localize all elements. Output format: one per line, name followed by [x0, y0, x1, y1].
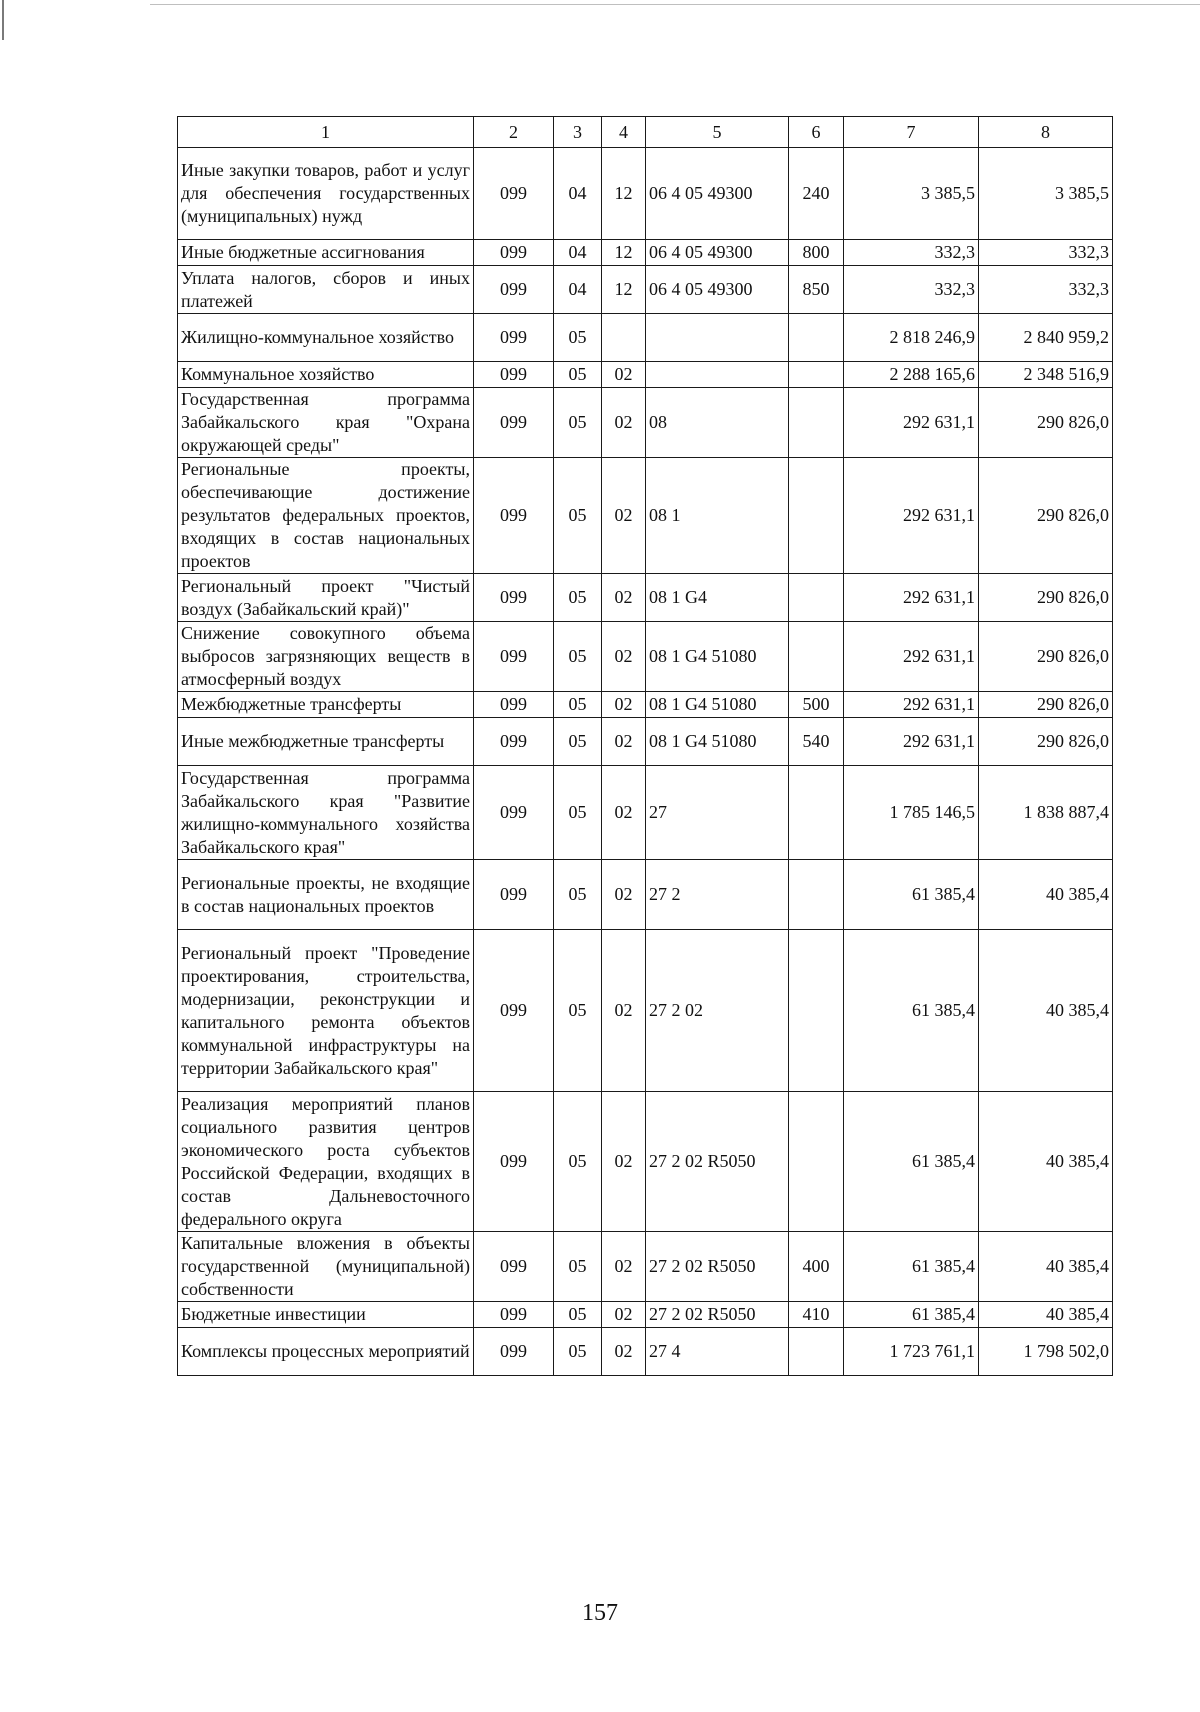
row-name: Региональные проекты, не входящие в состав национальных проектов — [178, 860, 474, 930]
ministry-code: 099 — [474, 692, 554, 718]
ministry-code: 099 — [474, 766, 554, 860]
table-row — [178, 1302, 1113, 1328]
target-article-code: 06 4 05 49300 — [646, 266, 789, 314]
amount-year-1: 292 631,1 — [844, 622, 979, 692]
amount-year-1: 332,3 — [844, 266, 979, 314]
target-article-code: 06 4 05 49300 — [646, 240, 789, 266]
subsection-code: 12 — [602, 266, 646, 314]
top-rule — [150, 4, 1200, 5]
subsection-code: 02 — [602, 930, 646, 1092]
ministry-code: 099 — [474, 574, 554, 622]
table-header-row — [178, 117, 1113, 148]
subsection-code: 02 — [602, 622, 646, 692]
ministry-code: 099 — [474, 314, 554, 362]
amount-year-1: 332,3 — [844, 240, 979, 266]
amount-year-1: 292 631,1 — [844, 718, 979, 766]
subsection-code: 02 — [602, 458, 646, 574]
amount-year-1: 1 785 146,5 — [844, 766, 979, 860]
target-article-code — [646, 314, 789, 362]
amount-year-2: 290 826,0 — [979, 692, 1113, 718]
expense-type-code — [789, 574, 844, 622]
amount-year-1: 61 385,4 — [844, 860, 979, 930]
section-code: 05 — [554, 766, 602, 860]
expense-type-code — [789, 622, 844, 692]
row-name: Капитальные вложения в объекты государственной (муниципальной) собственности — [178, 1232, 474, 1302]
amount-year-2: 290 826,0 — [979, 458, 1113, 574]
ministry-code: 099 — [474, 458, 554, 574]
table-row — [178, 458, 1113, 574]
ministry-code: 099 — [474, 388, 554, 458]
subsection-code: 02 — [602, 692, 646, 718]
amount-year-2: 40 385,4 — [979, 1302, 1113, 1328]
section-code: 05 — [554, 692, 602, 718]
section-code: 05 — [554, 718, 602, 766]
amount-year-2: 332,3 — [979, 240, 1113, 266]
amount-year-1: 2 288 165,6 — [844, 362, 979, 388]
ministry-code: 099 — [474, 1092, 554, 1232]
subsection-code: 02 — [602, 766, 646, 860]
page-number: 157 — [582, 1600, 618, 1626]
scan-edge — [2, 0, 4, 40]
section-code: 04 — [554, 148, 602, 240]
subsection-code: 02 — [602, 860, 646, 930]
target-article-code: 08 1 G4 51080 — [646, 622, 789, 692]
amount-year-1: 292 631,1 — [844, 574, 979, 622]
amount-year-1: 61 385,4 — [844, 1092, 979, 1232]
section-code: 05 — [554, 574, 602, 622]
ministry-code: 099 — [474, 240, 554, 266]
expense-type-code: 500 — [789, 692, 844, 718]
section-code: 05 — [554, 314, 602, 362]
ministry-code: 099 — [474, 622, 554, 692]
table-row — [178, 1328, 1113, 1376]
column-header: 1 — [178, 117, 474, 148]
subsection-code: 02 — [602, 1328, 646, 1376]
amount-year-1: 1 723 761,1 — [844, 1328, 979, 1376]
section-code: 05 — [554, 362, 602, 388]
target-article-code: 27 2 02 R5050 — [646, 1092, 789, 1232]
row-name: Государственная программа Забайкальского края "Развитие жилищно-коммунального хозяйства Забайкальского края" — [178, 766, 474, 860]
target-article-code: 08 1 G4 51080 — [646, 692, 789, 718]
amount-year-2: 2 840 959,2 — [979, 314, 1113, 362]
target-article-code — [646, 362, 789, 388]
amount-year-2: 40 385,4 — [979, 1232, 1113, 1302]
table-row — [178, 148, 1113, 240]
expense-type-code: 240 — [789, 148, 844, 240]
row-name: Жилищно-коммунальное хозяйство — [178, 314, 474, 362]
section-code: 05 — [554, 1328, 602, 1376]
table-row — [178, 574, 1113, 622]
expense-type-code: 540 — [789, 718, 844, 766]
row-name: Бюджетные инвестиции — [178, 1302, 474, 1328]
expense-type-code — [789, 930, 844, 1092]
row-name: Региональный проект "Чистый воздух (Забайкальский край)" — [178, 574, 474, 622]
section-code: 05 — [554, 622, 602, 692]
amount-year-2: 290 826,0 — [979, 574, 1113, 622]
subsection-code: 02 — [602, 362, 646, 388]
row-name: Региональный проект "Проведение проектирования, строительства, модернизации, реконструкции и капитального ремонта объектов коммунальной инфраструктуры на территории Забайкальского края" — [178, 930, 474, 1092]
section-code: 05 — [554, 1232, 602, 1302]
table-row — [178, 314, 1113, 362]
section-code: 04 — [554, 266, 602, 314]
target-article-code: 08 — [646, 388, 789, 458]
ministry-code: 099 — [474, 362, 554, 388]
amount-year-1: 3 385,5 — [844, 148, 979, 240]
section-code: 05 — [554, 1302, 602, 1328]
table-row — [178, 1232, 1113, 1302]
subsection-code: 02 — [602, 388, 646, 458]
amount-year-2: 290 826,0 — [979, 388, 1113, 458]
table-row — [178, 362, 1113, 388]
target-article-code: 06 4 05 49300 — [646, 148, 789, 240]
column-header: 4 — [602, 117, 646, 148]
row-name: Иные межбюджетные трансферты — [178, 718, 474, 766]
column-header: 7 — [844, 117, 979, 148]
ministry-code: 099 — [474, 148, 554, 240]
expense-type-code — [789, 1092, 844, 1232]
amount-year-2: 1 838 887,4 — [979, 766, 1113, 860]
row-name: Государственная программа Забайкальского края "Охрана окружающей среды" — [178, 388, 474, 458]
target-article-code: 27 2 02 — [646, 930, 789, 1092]
expense-type-code: 800 — [789, 240, 844, 266]
ministry-code: 099 — [474, 930, 554, 1092]
table-row — [178, 692, 1113, 718]
amount-year-1: 61 385,4 — [844, 1302, 979, 1328]
budget-table — [177, 116, 1113, 1376]
target-article-code: 27 2 02 R5050 — [646, 1232, 789, 1302]
target-article-code: 27 2 — [646, 860, 789, 930]
expense-type-code: 410 — [789, 1302, 844, 1328]
ministry-code: 099 — [474, 1328, 554, 1376]
row-name: Реализация мероприятий планов социального развития центров экономического роста субъектов Российской Федерации, входящих в состав Дальневосточного федерального округа — [178, 1092, 474, 1232]
amount-year-2: 3 385,5 — [979, 148, 1113, 240]
subsection-code: 02 — [602, 1092, 646, 1232]
ministry-code: 099 — [474, 266, 554, 314]
ministry-code: 099 — [474, 718, 554, 766]
table-row — [178, 718, 1113, 766]
target-article-code: 08 1 — [646, 458, 789, 574]
subsection-code: 12 — [602, 148, 646, 240]
target-article-code: 27 2 02 R5050 — [646, 1302, 789, 1328]
subsection-code: 02 — [602, 574, 646, 622]
section-code: 05 — [554, 458, 602, 574]
subsection-code: 02 — [602, 1232, 646, 1302]
ministry-code: 099 — [474, 860, 554, 930]
ministry-code: 099 — [474, 1302, 554, 1328]
table-row — [178, 388, 1113, 458]
row-name: Коммунальное хозяйство — [178, 362, 474, 388]
subsection-code: 02 — [602, 1302, 646, 1328]
amount-year-2: 332,3 — [979, 266, 1113, 314]
subsection-code — [602, 314, 646, 362]
amount-year-1: 61 385,4 — [844, 930, 979, 1092]
section-code: 05 — [554, 1092, 602, 1232]
row-name: Комплексы процессных мероприятий — [178, 1328, 474, 1376]
section-code: 04 — [554, 240, 602, 266]
table-row — [178, 1092, 1113, 1232]
table-row — [178, 622, 1113, 692]
subsection-code: 02 — [602, 718, 646, 766]
row-name: Региональные проекты, обеспечивающие достижение результатов федеральных проектов, входящих в состав национальных проектов — [178, 458, 474, 574]
row-name: Иные бюджетные ассигнования — [178, 240, 474, 266]
column-header: 5 — [646, 117, 789, 148]
table-row — [178, 766, 1113, 860]
table-row — [178, 266, 1113, 314]
amount-year-1: 292 631,1 — [844, 388, 979, 458]
amount-year-2: 40 385,4 — [979, 930, 1113, 1092]
expense-type-code — [789, 766, 844, 860]
expense-type-code — [789, 1328, 844, 1376]
amount-year-2: 40 385,4 — [979, 860, 1113, 930]
expense-type-code — [789, 362, 844, 388]
target-article-code: 08 1 G4 — [646, 574, 789, 622]
target-article-code: 08 1 G4 51080 — [646, 718, 789, 766]
column-header: 2 — [474, 117, 554, 148]
expense-type-code — [789, 314, 844, 362]
amount-year-1: 292 631,1 — [844, 458, 979, 574]
amount-year-1: 2 818 246,9 — [844, 314, 979, 362]
amount-year-1: 61 385,4 — [844, 1232, 979, 1302]
row-name: Иные закупки товаров, работ и услуг для обеспечения государственных (муниципальных) нужд — [178, 148, 474, 240]
amount-year-2: 290 826,0 — [979, 622, 1113, 692]
amount-year-2: 290 826,0 — [979, 718, 1113, 766]
row-name: Межбюджетные трансферты — [178, 692, 474, 718]
amount-year-2: 2 348 516,9 — [979, 362, 1113, 388]
section-code: 05 — [554, 930, 602, 1092]
table-row — [178, 240, 1113, 266]
expense-type-code — [789, 458, 844, 574]
expense-type-code — [789, 860, 844, 930]
subsection-code: 12 — [602, 240, 646, 266]
table-row — [178, 930, 1113, 1092]
row-name: Уплата налогов, сборов и иных платежей — [178, 266, 474, 314]
row-name: Снижение совокупного объема выбросов загрязняющих веществ в атмосферный воздух — [178, 622, 474, 692]
column-header: 6 — [789, 117, 844, 148]
document-sheet — [177, 116, 1112, 1376]
column-header: 3 — [554, 117, 602, 148]
section-code: 05 — [554, 860, 602, 930]
column-header: 8 — [979, 117, 1113, 148]
expense-type-code: 400 — [789, 1232, 844, 1302]
amount-year-1: 292 631,1 — [844, 692, 979, 718]
table-row — [178, 860, 1113, 930]
target-article-code: 27 — [646, 766, 789, 860]
ministry-code: 099 — [474, 1232, 554, 1302]
section-code: 05 — [554, 388, 602, 458]
expense-type-code — [789, 388, 844, 458]
expense-type-code: 850 — [789, 266, 844, 314]
amount-year-2: 1 798 502,0 — [979, 1328, 1113, 1376]
target-article-code: 27 4 — [646, 1328, 789, 1376]
amount-year-2: 40 385,4 — [979, 1092, 1113, 1232]
